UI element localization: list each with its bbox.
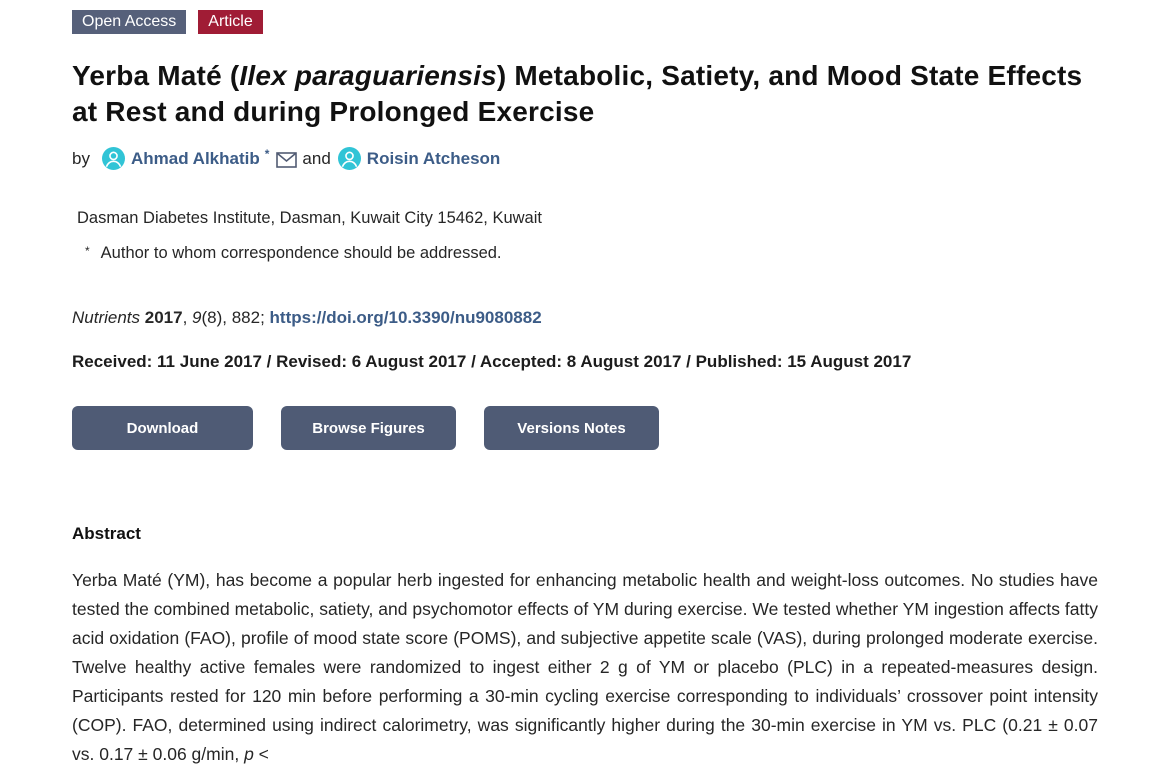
- title-species-italic: Ilex paraguariensis: [239, 60, 497, 91]
- citation-year: 2017: [140, 308, 183, 327]
- author-name: Ahmad Alkhatib: [130, 148, 260, 168]
- byline: [72, 147, 1098, 170]
- citation-separator: ,: [182, 308, 193, 327]
- email-envelope-icon[interactable]: [276, 152, 297, 168]
- download-button[interactable]: Download: [72, 406, 253, 450]
- browse-figures-button[interactable]: Browse Figures: [281, 406, 456, 450]
- correspondence-text: Author to whom correspondence should be addressed.: [100, 244, 502, 262]
- citation-issue-pages: (8), 882;: [201, 308, 270, 327]
- publication-history: Received: 11 June 2017 / Revised: 6 August 2017 / Accepted: 8 August 2017 / Published: 15 August 2017: [72, 352, 912, 371]
- byline-by-label: by: [72, 148, 90, 168]
- title-text-post: ) Metabolic, Satiety, and Mood State Effects at Rest and during Prolonged Exercise: [72, 60, 1083, 127]
- article-type-badge: Article: [198, 10, 262, 34]
- author-link-ahmad-alkhatib[interactable]: [102, 147, 260, 170]
- action-button-row: [72, 406, 1098, 450]
- correspondence-asterisk: *: [85, 244, 90, 258]
- journal-name: Nutrients: [72, 308, 141, 327]
- corresponding-author-asterisk: *: [264, 146, 270, 161]
- abstract-tail: <: [253, 744, 269, 764]
- affiliation: Dasman Diabetes Institute, Dasman, Kuwait City 15462, Kuwait: [77, 209, 542, 227]
- author-name: Roisin Atcheson: [366, 148, 501, 168]
- author-link-roisin-atcheson[interactable]: [338, 147, 501, 170]
- person-avatar-icon: [102, 147, 125, 170]
- byline-and-label: and: [302, 148, 331, 168]
- badge-row: [72, 10, 1098, 34]
- abstract-body-text: Yerba Maté (YM), has become a popular herb ingested for enhancing metabolic health and weight-loss outcomes. No studies have tested the combined metabolic, satiety, and psychomotor effects of YM during exercise. We tested whether YM ingestion affects fatty acid oxidation (FAO), profile of mood state score (POMS), and subjective appetite scale (VAS), during prolonged moderate exercise. Twelve healthy active females were randomized to ingest either 2 g of YM or placebo (PLC) in a repeated-measures design. Participants rested for 120 min before performing a 30-min cycling exercise corresponding to individuals’ crossover point intensity (COP). FAO, determined using indirect calorimetry, was significantly higher during the 30-min exercise in YM vs. PLC (0.21 ± 0.07 vs. 0.17 ± 0.06 g/min,: [72, 570, 1098, 764]
- correspondence-note: [72, 242, 1098, 264]
- person-avatar-icon: [338, 147, 361, 170]
- open-access-badge: Open Access: [72, 10, 186, 34]
- citation-line: [72, 308, 1098, 328]
- abstract-p-italic: p: [244, 744, 254, 764]
- citation-volume: 9: [192, 308, 202, 327]
- abstract-heading: Abstract: [72, 524, 141, 543]
- doi-link[interactable]: https://doi.org/10.3390/nu9080882: [269, 308, 542, 327]
- title-text-pre: Yerba Maté (: [72, 60, 240, 91]
- abstract-text: [72, 566, 1098, 769]
- versions-notes-button[interactable]: Versions Notes: [484, 406, 659, 450]
- article-title: [72, 58, 1098, 130]
